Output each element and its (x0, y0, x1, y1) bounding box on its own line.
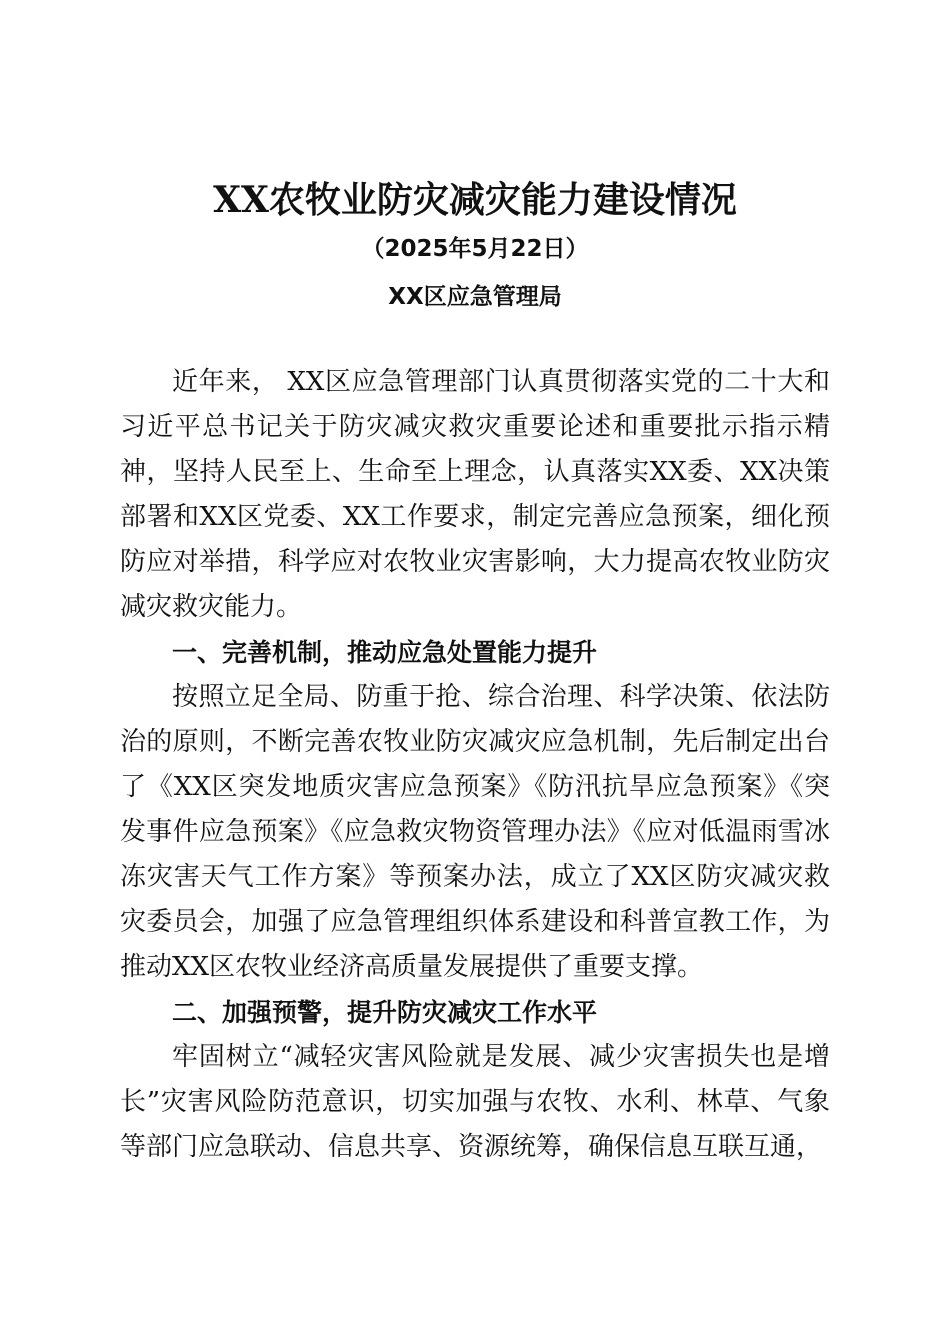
section-paragraph-1: 按照立足全局、防重于抢、综合治理、科学决策、依法防治的原则，不断完善农牧业防灾减灾应急机制，先后制定出台了《XX区突发地质灾害应急预案》《防汛抗旱应急预案》《突发事件应急预案》《应急救灾物资管理办法》《应对低温雨雪冰冻灾害天气工作方案》等预案办法，成立了XX区防灾减灾救灾委员会，加强了应急管理组织体系建设和科普宣教工作，为推动XX区农牧业经济高质量发展提供了重要支撑。 (120, 682, 830, 982)
document-body (120, 360, 830, 1170)
document-title: XX农牧业防灾减灾能力建设情况 (213, 179, 737, 221)
issuing-organization: XX区应急管理局 (388, 284, 562, 310)
section-heading-1: 一、完善机制，推动应急处置能力提升 (172, 638, 598, 667)
document-date: （2025年5月22日） (361, 236, 589, 262)
intro-paragraph: 近年来， XX区应急管理部门认真贯彻落实党的二十大和习近平总书记关于防灾减灾救灾重要论述和重要批示指示精神，坚持人民至上、生命至上理念，认真落实XX委、XX决策部署和XX区党委、XX工作要求，制定完善应急预案，细化预防应对举措，科学应对农牧业灾害影响，大力提高农牧业防灾减灾救灾能力。 (120, 367, 830, 622)
section-heading-2: 二、加强预警，提升防灾减灾工作水平 (172, 998, 598, 1027)
section-paragraph-2: 牢固树立“减轻灾害风险就是发展、减少灾害损失也是增长”灾害风险防范意识，切实加强与农牧、水利、林草、气象等部门应急联动、信息共享、资源统筹，确保信息互联互通， (120, 1042, 830, 1162)
